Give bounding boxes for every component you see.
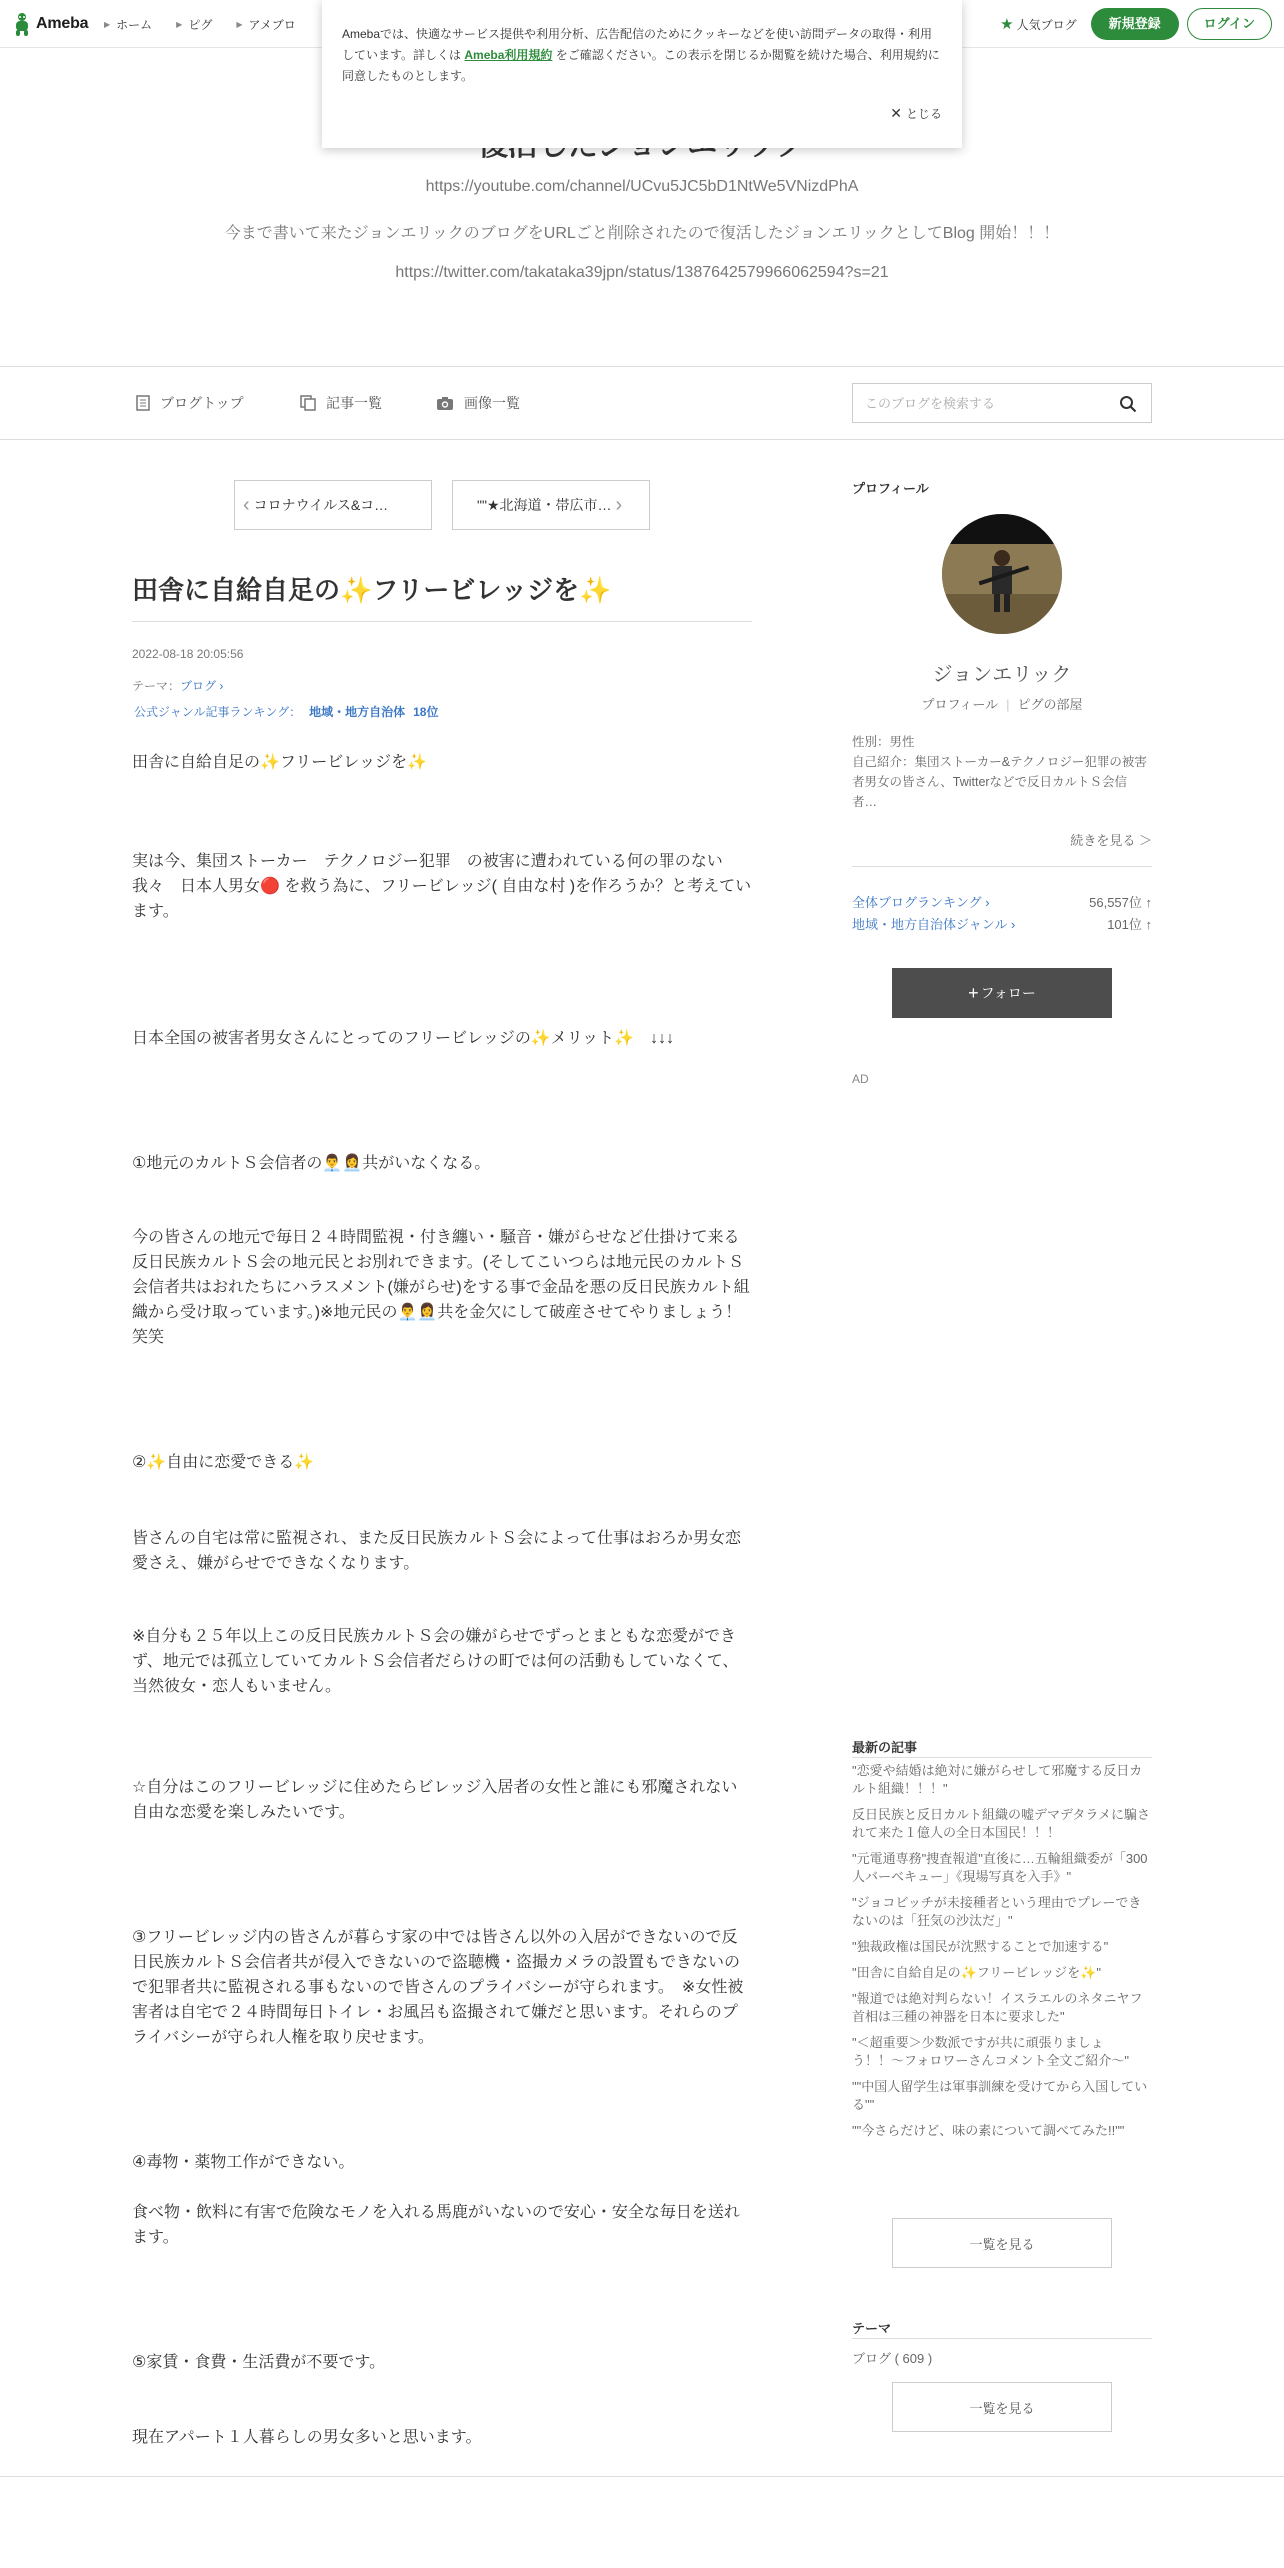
recent-entry-link[interactable]: "田舎に自給自足の✨フリービレッジを✨"	[852, 1965, 1101, 1980]
ameba-logo-icon	[12, 12, 32, 36]
image-list-link[interactable]: 画像一覧	[436, 393, 520, 413]
ranking-value: 56,557位 ↑	[1089, 895, 1152, 910]
divider	[0, 2476, 1284, 2477]
theme-link[interactable]: ブログ	[180, 679, 217, 693]
divider	[852, 1757, 1152, 1758]
recent-entry-link[interactable]: "独裁政権は国民が沈黙することで加速する"	[852, 1939, 1109, 1954]
recent-entry-link[interactable]: "報道では絶対判らない！イスラエルのネタニヤフ首相は三種の神器を日本に要求した"	[852, 1991, 1143, 2024]
profile-info	[852, 732, 1152, 812]
ranking-value: 101位 ↑	[1107, 917, 1152, 932]
cookie-notice	[322, 0, 962, 148]
blog-top-link[interactable]: ブログトップ	[136, 393, 244, 413]
avatar[interactable]	[942, 514, 1062, 634]
follow-button[interactable]: + フォロー	[892, 968, 1112, 1018]
pig-room-link[interactable]: ピグの部屋	[1017, 697, 1083, 712]
article-paragraph: 皆さんの自宅は常に監視され、また反日民族カルトＳ会によって仕事はおろか男女恋愛さえ、嫌がらせでできなくなります。	[132, 1530, 741, 1572]
ranking-label: 全体ブログランキング ›	[852, 895, 990, 910]
profile-name[interactable]: ジョンエリック	[932, 664, 1072, 686]
read-more-link[interactable]: 続きを見る ＞	[1070, 833, 1152, 848]
article-paragraph: 実は今、集団ストーカー テクノロジー犯罪 の被害に遭われている何の罪のない我々 日本人男女🔴 を救う為に、フリービレッジ( 自由な村 )を作ろうか？と考えています。	[132, 853, 752, 920]
blog-search	[852, 383, 1152, 423]
register-button[interactable]: 新規登録	[1091, 8, 1179, 40]
cookie-text: Amebaでは、快適なサービス提供や利用分析、広告配信のためにクッキーなどを使い訪問データの取得・利用しています。詳しくは Ameba利用規約 をご確認ください。この表示を閉じるか閲覧を続けた場合、利用規約に同意したものとします。	[342, 27, 940, 83]
profile-gender: 性別：男性	[852, 735, 915, 749]
nav-ameblo[interactable]: ▶ アメブロ	[236, 18, 296, 32]
chevron-right-icon: ▶	[236, 20, 243, 29]
profile-links: プロフィール | ピグの部屋	[921, 697, 1083, 712]
chevron-left-icon: ‹	[243, 493, 250, 516]
article-paragraph: ④毒物・薬物工作ができない。	[132, 2154, 355, 2171]
article-paragraph: 今の皆さんの地元で毎日２４時間監視・付き纏い・騒音・嫌がらせなど仕掛けて来る反日民族カルトＳ会の地元民とお別れできます。(そしてこいつらは地元民のカルトＳ会信者共はおれたちにハラスメント(嫌がらせ)をする事で金品を悪の反日民族カルト組織から受け取っています。)※地元民の👨‍💼👩‍💼共を金欠にして破産させてやりましょう！笑笑	[132, 1229, 750, 1346]
crown-icon: ★	[1000, 16, 1014, 33]
article-paragraph: ☆自分はこのフリービレッジに住めたらビレッジ入居者の女性と誰にも邪魔されない自由な恋愛を楽しみたいです。	[132, 1779, 738, 1821]
global-nav	[104, 16, 320, 33]
recent-entry-link[interactable]: "元電通専務"捜査報道"直後に…五輪組織委が「300人バーベキュー」《現場写真を入手》"	[852, 1851, 1148, 1884]
cookie-close-button[interactable]: ✕ とじる	[890, 105, 942, 121]
login-button[interactable]: ログイン	[1187, 8, 1272, 40]
plus-icon: +	[968, 982, 979, 1003]
divider	[852, 866, 1152, 867]
article-title: 田舎に自給自足の✨フリービレッジを✨	[132, 575, 612, 605]
chevron-right-icon: ▶	[104, 20, 111, 29]
divider	[852, 2338, 1152, 2339]
recent-entry-link[interactable]: 反日民族と反日カルト組織の嘘デマデタラメに騙されて来た１億人の全日本国民！！！	[852, 1807, 1150, 1840]
ad-label: AD	[852, 1072, 869, 1086]
article-paragraph: ※自分も２５年以上この反日民族カルトＳ会の嫌がらせでずっとまともな恋愛ができず、地元では孤立していてカルトＳ会信者だらけの町では何の活動もしていなくて、当然彼女・恋人もいません。	[132, 1628, 739, 1695]
camera-icon	[436, 396, 454, 411]
recent-entry-link[interactable]: "＜超重要＞少数派ですが共に頑張りましょう！！〜フォロワーさんコメント全文ご紹介〜"	[852, 2035, 1129, 2068]
genre-ranking-link[interactable]: 公式ジャンル記事ランキング： 地域・地方自治体 18位	[134, 705, 439, 719]
blog-nav	[0, 366, 1284, 440]
recent-entries	[852, 1762, 1152, 2148]
ameba-logo[interactable]	[12, 12, 88, 36]
recent-heading: 最新の記事	[852, 1740, 918, 1755]
profile-heading: プロフィール	[852, 481, 929, 496]
article-paragraph: ⑤家賃・食費・生活費が不要です。	[132, 2354, 386, 2371]
article-paragraph: ②✨自由に恋愛できる✨	[132, 1454, 315, 1471]
article-paragraph: 食べ物・飲料に有害で危険なモノを入れる馬鹿がいないので安心・安全な毎日を送れます。	[132, 2204, 740, 2246]
profile-photo	[942, 514, 1062, 634]
blog-description: 今まで書いて来たジョンエリックのブログをURLごと削除されたので復活したジョンエリックとしてBlog 開始！！！	[224, 225, 1060, 242]
close-icon: ✕	[890, 105, 902, 121]
see-all-entries-button[interactable]: 一覧を見る	[892, 2218, 1112, 2268]
chevron-right-icon: ›	[615, 493, 623, 516]
article-paragraph: 日本全国の被害者男女さんにとってのフリービレッジの✨メリット✨ ↓↓↓	[132, 1030, 675, 1047]
genre-ranking[interactable]	[852, 914, 1152, 933]
copy-icon	[300, 395, 316, 411]
document-icon	[136, 395, 150, 411]
recent-entry-link[interactable]: ""今さらだけど、味の素について調べてみた!!""	[852, 2123, 1125, 2138]
article-paragraph: 田舎に自給自足の✨フリービレッジを✨	[132, 754, 428, 771]
article-paragraph: 現在アパート１人暮らしの男女多いと思います。	[132, 2429, 482, 2446]
recent-entry-link[interactable]: ""中国人留学生は軍事訓練を受けてから入国している""	[852, 2079, 1148, 2112]
nav-pig[interactable]: ▶ ピグ	[176, 18, 213, 32]
theme-heading: テーマ	[852, 2321, 892, 2336]
blog-search-input[interactable]	[853, 384, 1103, 422]
recent-entry-link[interactable]: "ジョコビッチが未接種者という理由でプレーできないのは「狂気の沙汰だ」"	[852, 1895, 1142, 1928]
article-date: 2022-08-18 20:05:56	[132, 647, 244, 661]
nav-home[interactable]: ▶ ホーム	[104, 18, 153, 32]
entry-list-link[interactable]: 記事一覧	[300, 393, 382, 413]
prev-entry-button[interactable]: ‹ コロナウイルス&コ…	[234, 480, 432, 530]
terms-link[interactable]: Ameba利用規約	[464, 48, 553, 62]
article-paragraph: ③フリービレッジ内の皆さんが暮らす家の中では皆さん以外の入居ができないので反日民族カルトＳ会信者共が侵入できないので盗聴機・盗撮カメラの設置もできないので犯罪者共に監視される事もないので皆さんのプライバシーが守られます。 ※女性被害者は自宅で２４時間毎日トイレ・お風呂も盗撮されて嫌だと思います。それらのプライバシーが守られ人権を取り戻せます。	[132, 1929, 744, 2046]
blog-twitter-url: https://twitter.com/takataka39jpn/status/1387642579966062594?s=21	[395, 264, 889, 281]
header-actions	[1000, 8, 1272, 40]
logo-text: Ameba	[36, 15, 89, 32]
chevron-right-icon: ▶	[176, 20, 183, 29]
article-paragraph: ①地元のカルトＳ会信者の👨‍💼👩‍💼共がいなくなる。	[132, 1155, 491, 1172]
article-theme: テーマ：ブログ ›	[132, 679, 224, 693]
theme-link[interactable]: ブログ ( 609 )	[852, 2351, 933, 2366]
profile-link[interactable]: プロフィール	[921, 697, 999, 712]
blog-url: https://youtube.com/channel/UCvu5JC5bD1NtWe5VNizdPhA	[425, 178, 859, 195]
recent-entry-link[interactable]: "恋愛や結婚は絶対に嫌がらせして邪魔する反日カルト組織！！！"	[852, 1763, 1143, 1796]
next-entry-button[interactable]: ""★北海道・帯広市… ›	[452, 480, 650, 530]
profile-intro: 自己紹介：集団ストーカー&テクノロジー犯罪の被害者男女の皆さん、Twitterなどで反日カルトＳ会信者…	[852, 755, 1147, 809]
ranking-label: 地域・地方自治体ジャンル ›	[852, 917, 1016, 932]
search-icon[interactable]	[1119, 395, 1137, 413]
overall-ranking[interactable]	[852, 892, 1152, 911]
see-all-themes-button[interactable]: 一覧を見る	[892, 2382, 1112, 2432]
divider	[132, 621, 752, 622]
popular-blog-link[interactable]: ★ 人気ブログ	[1000, 16, 1077, 33]
